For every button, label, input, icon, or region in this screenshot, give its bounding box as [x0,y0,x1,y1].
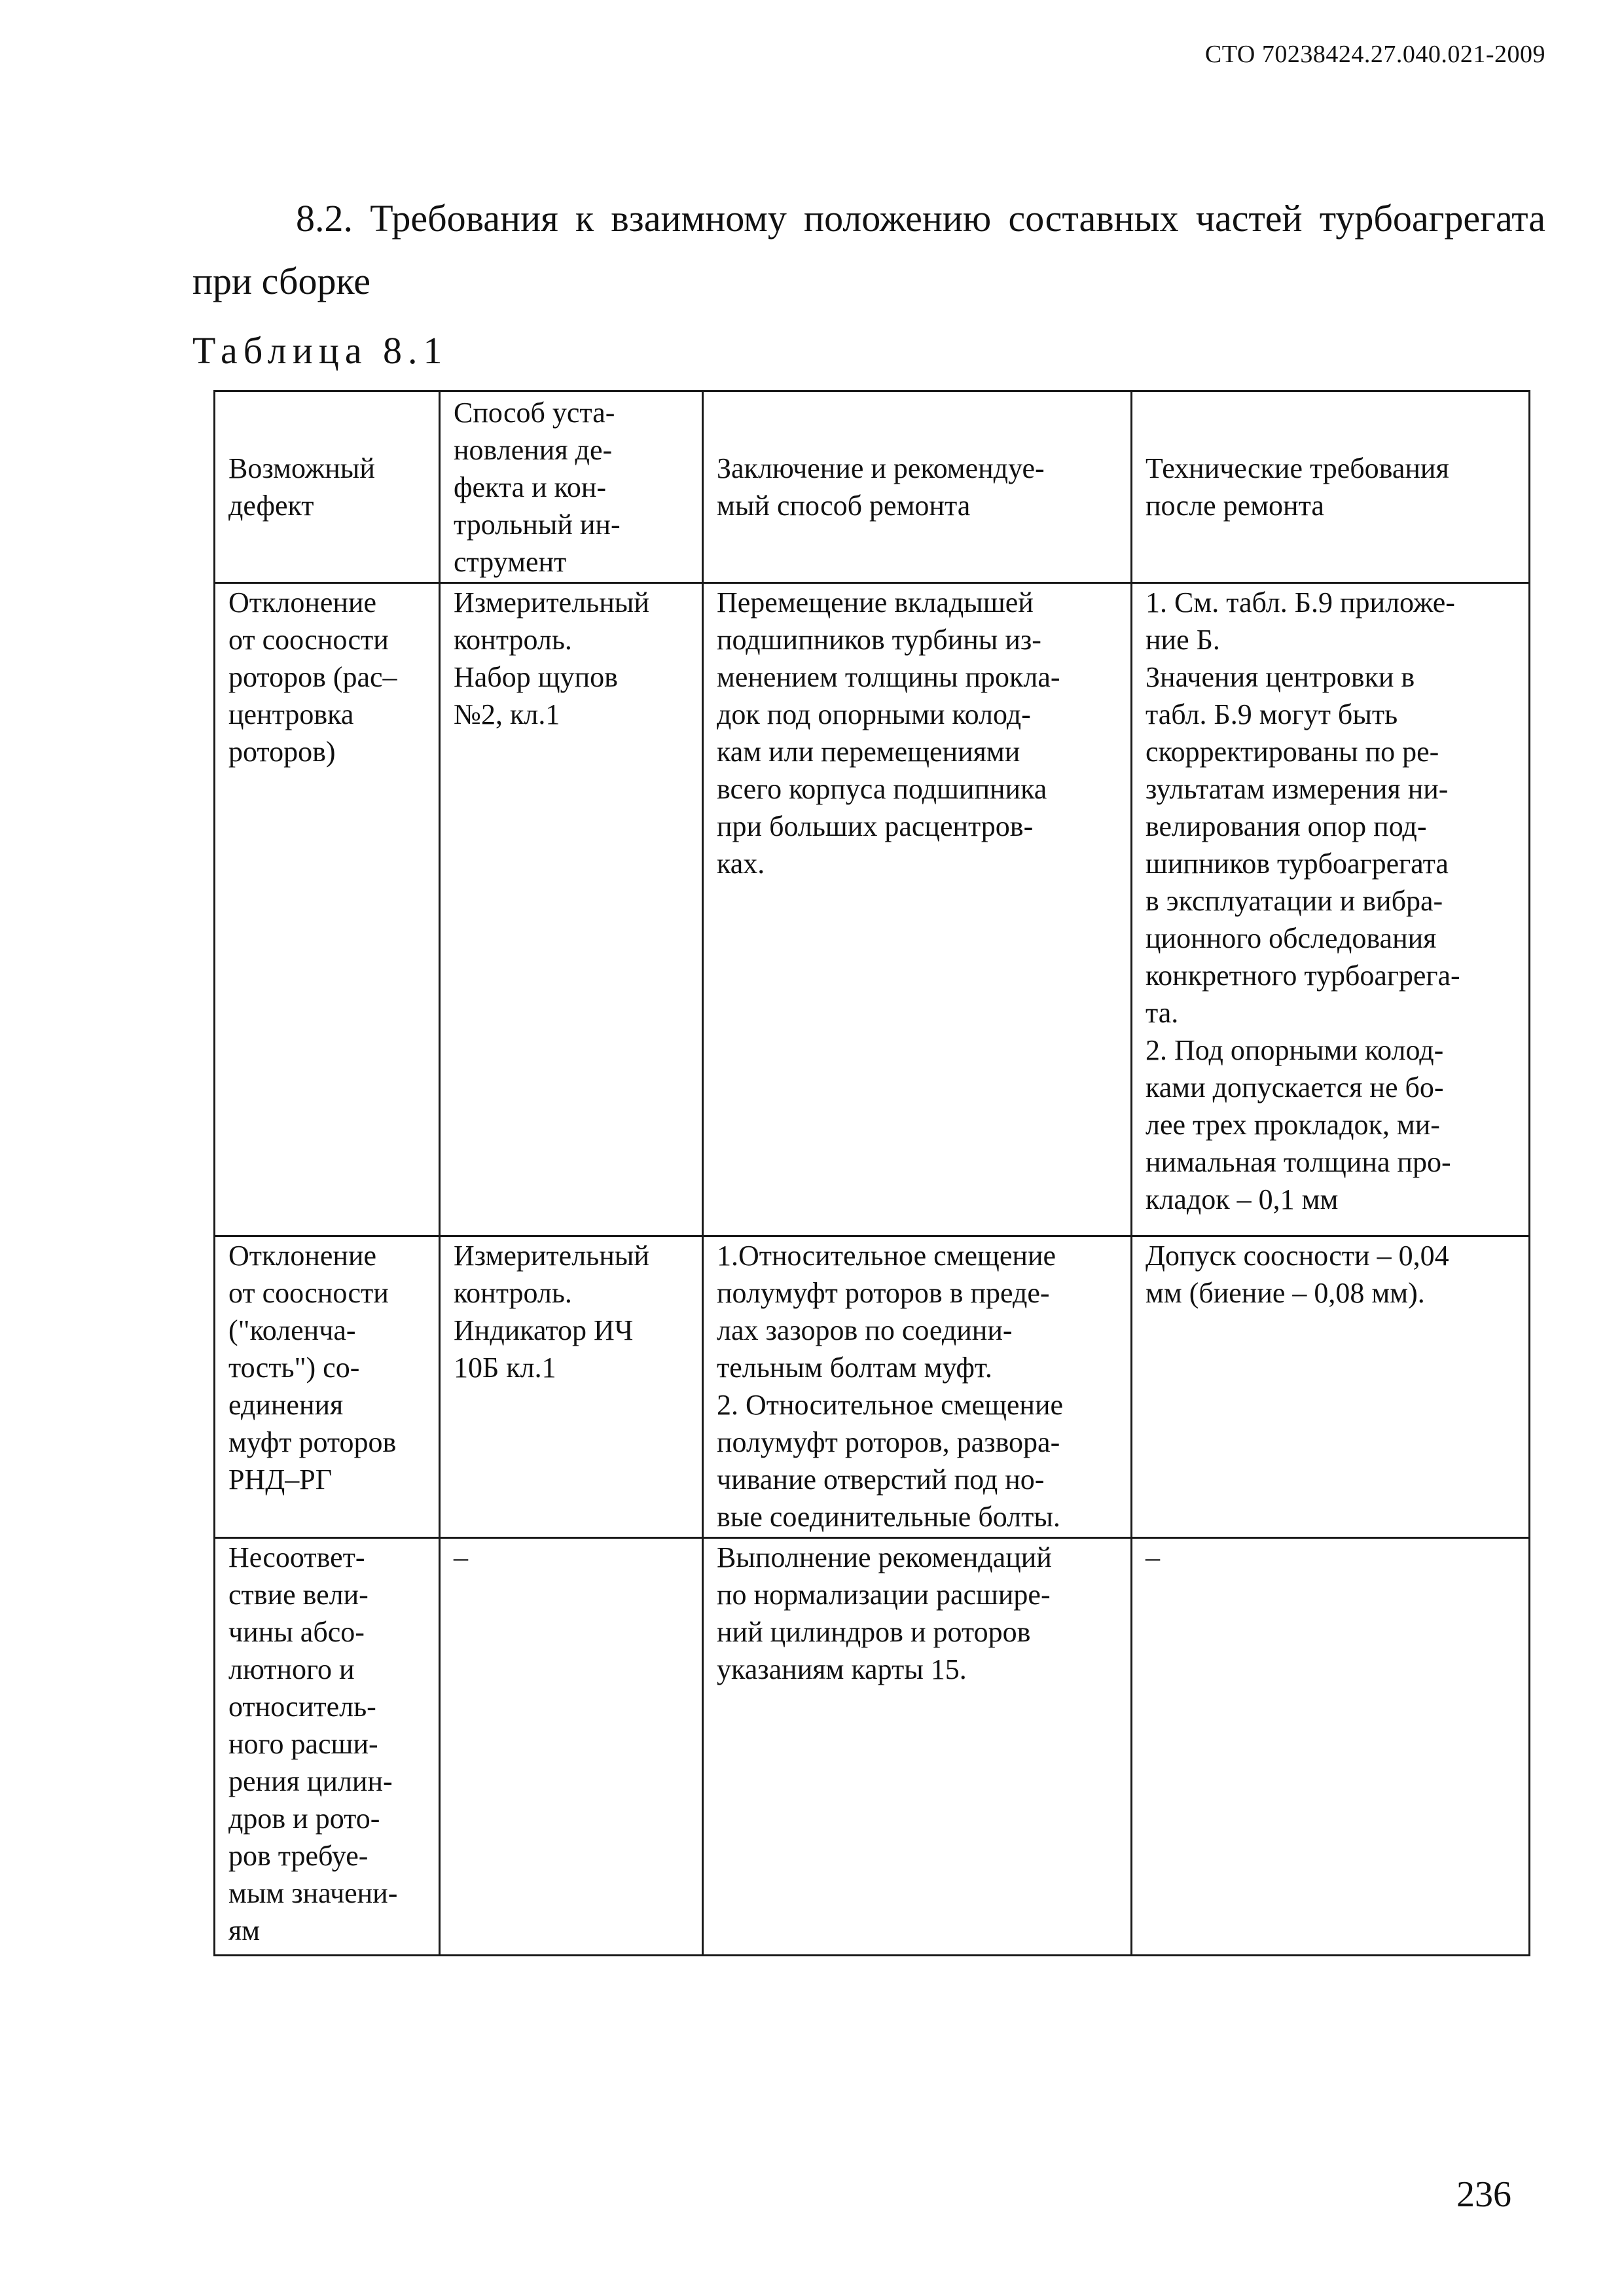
cell-conclusion [703,583,1132,1236]
cell-line: Измерительный [454,1240,649,1272]
cell-line: новления де- [454,433,613,466]
cell-defect [215,1236,440,1538]
cell-line: ками допускается не бо- [1146,1071,1444,1103]
cell-line: струмент [454,545,567,578]
cell-line: вые соединительные болты. [717,1501,1060,1533]
cell-line: полумуфт роторов в преде- [717,1277,1050,1309]
cell-line: Несоответ- [228,1541,365,1573]
cell-line: ного расши- [228,1728,378,1760]
table-row [215,583,1530,1236]
cell-line: при больших расцентров- [717,810,1034,842]
cell-conclusion [703,1538,1132,1956]
cell-line: кладок – 0,1 мм [1146,1183,1339,1215]
cell-line: единения [228,1389,344,1421]
cell-line: – [1146,1541,1160,1573]
cell-line: ние Б. [1146,624,1220,656]
cell-line: 10Б кл.1 [454,1352,556,1384]
cell-line: 2. Под опорными колод- [1146,1034,1444,1066]
cell-line: табл. Б.9 могут быть [1146,698,1398,730]
cell-line: Индикатор ИЧ [454,1314,634,1346]
cell-line: после ремонта [1146,490,1324,522]
cell-method [440,1236,703,1538]
cell-line: по нормализации расшире- [717,1579,1051,1611]
cell-line: ров требуе- [228,1840,369,1872]
cell-line: велирования опор под- [1146,810,1427,842]
cell-line: трольный ин- [454,508,621,541]
cell-line: №2, кл.1 [454,698,560,730]
cell-line: чивание отверстий под но- [717,1463,1045,1496]
cell-requirements [1132,583,1530,1236]
cell-line: 1.Относительное смещение [717,1240,1056,1272]
cell-line: Отклонение [228,1240,377,1272]
cell-method [440,583,703,1236]
page-number: 236 [1456,2174,1511,2215]
cell-line: Значения центровки в [1146,661,1415,693]
cell-line: от соосности [228,624,389,656]
cell-line: Выполнение рекомендаций [717,1541,1052,1573]
cell-defect [215,583,440,1236]
cell-line: Заключение и рекомендуе- [717,452,1045,484]
cell-line: Измерительный [454,586,649,619]
cell-line: РНД–РГ [228,1463,333,1496]
document-code: СТО 70238424.27.040.021-2009 [1204,41,1545,68]
cell-line: шипников турбоагрегата [1146,848,1449,880]
cell-line: док под опорными колод- [717,698,1031,730]
cell-line: та. [1146,997,1179,1029]
cell-line: кам или перемещениями [717,736,1020,768]
cell-line: Способ уста- [454,396,615,429]
cell-line: – [454,1541,468,1573]
cell-line: роторов) [228,736,336,768]
cell-line: Допуск соосности – 0,04 [1146,1240,1449,1272]
table-label: Таблица 8.1 [192,329,448,372]
cell-line: от соосности [228,1277,389,1309]
cell-line: Технические требования [1146,452,1449,484]
cell-conclusion [703,1236,1132,1538]
cell-line: Набор щупов [454,661,618,693]
cell-line: мый способ ремонта [717,490,971,522]
cell-line: контроль. [454,1277,572,1309]
cell-line: ционного обследования [1146,922,1437,954]
cell-line: ний цилиндров и роторов [717,1616,1031,1648]
cell-line: лее трех прокладок, ми- [1146,1109,1440,1141]
cell-line: рения цилин- [228,1765,393,1797]
cell-line: указаниям карты 15. [717,1653,967,1685]
cell-line: Перемещение вкладышей [717,586,1034,619]
cell-line: мм (биение – 0,08 мм). [1146,1277,1425,1309]
cell-line: контроль. [454,624,572,656]
cell-line: нимальная толщина про- [1146,1146,1451,1178]
cell-line: подшипников турбины из- [717,624,1041,656]
cell-line: чины абсо- [228,1616,365,1648]
cell-line: 1. См. табл. Б.9 приложе- [1146,586,1455,619]
cell-line: Отклонение [228,586,377,619]
cell-line: полумуфт роторов, развора- [717,1426,1060,1458]
table-row [215,1236,1530,1538]
cell-line: зультатам измерения ни- [1146,773,1449,805]
cell-line: фекта и кон- [454,471,607,503]
cell-line: дефект [228,490,314,522]
cell-method [440,1538,703,1956]
cell-line: роторов (рас– [228,661,397,693]
header-cell-defect [215,391,440,583]
defect-table [213,390,1530,1956]
cell-line: тость") со- [228,1352,360,1384]
cell-line: мым значени- [228,1877,398,1909]
cell-line: ствие вели- [228,1579,369,1611]
table-row [215,1538,1530,1956]
cell-line: дров и рото- [228,1803,380,1835]
cell-line: тельным болтам муфт. [717,1352,992,1384]
cell-requirements [1132,1236,1530,1538]
header-cell-conclusion [703,391,1132,583]
cell-line: центровка [228,698,354,730]
cell-line: лах зазоров по соедини- [717,1314,1013,1346]
cell-line: Возможный [228,452,375,484]
header-cell-method [440,391,703,583]
cell-defect [215,1538,440,1956]
cell-line: ям [228,1914,261,1946]
cell-line: в эксплуатации и вибра- [1146,885,1443,917]
section-heading: 8.2. Требования к взаимному положению составных частей турбоагрегата [296,197,1545,240]
cell-line: менением толщины прокла- [717,661,1060,693]
cell-line: лютного и [228,1653,355,1685]
cell-line: ("коленча- [228,1314,356,1346]
cell-line: всего корпуса подшипника [717,773,1047,805]
table-header-row [215,391,1530,583]
header-cell-requirements [1132,391,1530,583]
cell-line: 2. Относительное смещение [717,1389,1064,1421]
cell-line: относитель- [228,1691,376,1723]
section-heading-continuation: при сборке [192,260,371,302]
cell-line: муфт роторов [228,1426,397,1458]
cell-requirements [1132,1538,1530,1956]
cell-line: скорректированы по ре- [1146,736,1439,768]
cell-line: ках. [717,848,765,880]
cell-line: конкретного турбоагрега- [1146,960,1460,992]
